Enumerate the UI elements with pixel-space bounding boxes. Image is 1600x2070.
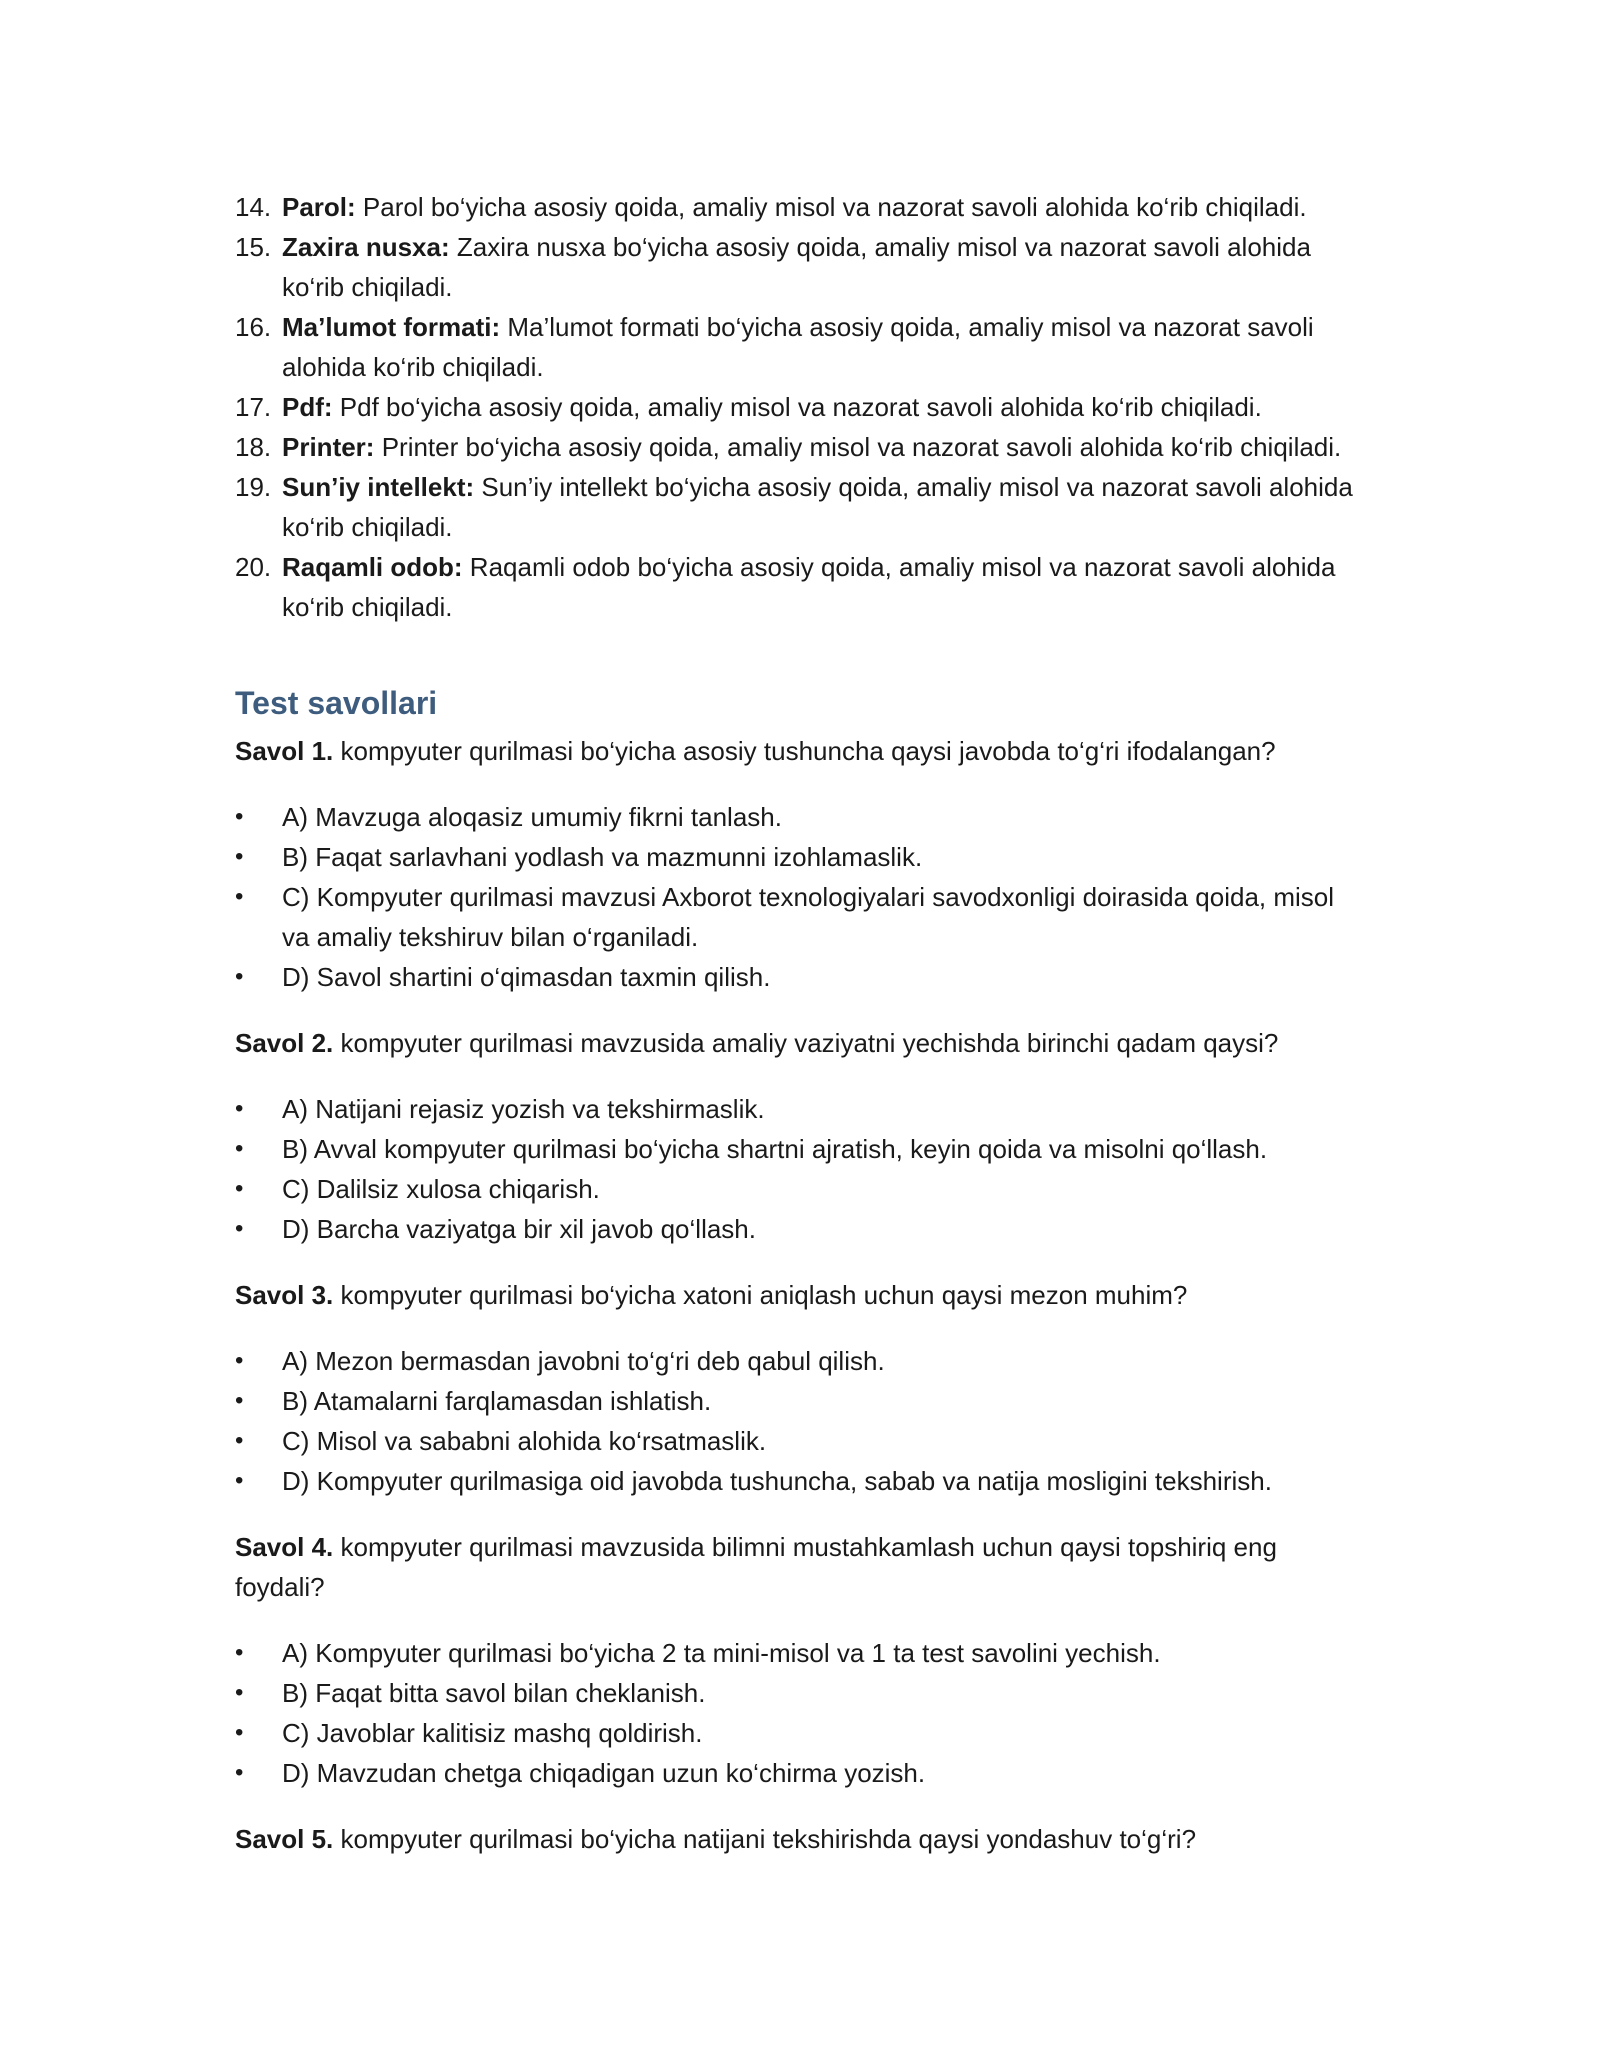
bullet-icon: • [235,883,244,910]
option-text: D) Kompyuter qurilmasiga oid javobda tushuncha, sabab va natija mosligini tekshirish. [282,1466,1272,1496]
question-label: Savol 5. [235,1824,334,1854]
answer-option [235,1381,1365,1421]
section-heading: Test savollari [235,685,438,721]
list-item [235,427,1365,467]
question-label: Savol 2. [235,1028,334,1058]
list-item [235,467,1365,547]
answer-options [235,797,1365,997]
bullet-icon: • [235,1347,244,1374]
item-number: 17. [235,392,272,422]
list-item [235,227,1365,307]
item-term: Ma’lumot formati: [282,312,501,342]
list-item [235,187,1365,227]
answer-option [235,1209,1365,1249]
item-term: Printer: [282,432,375,462]
question-text: kompyuter qurilmasi bo‘yicha xatoni aniqlash uchun qaysi mezon muhim? [333,1280,1188,1310]
page-content [235,187,1365,1859]
item-term: Pdf: [282,392,333,422]
bullet-icon: • [235,1467,244,1494]
option-text: D) Savol shartini o‘qimasdan taxmin qilish. [282,962,771,992]
answer-options [235,1089,1365,1249]
answer-option [235,837,1365,877]
item-description: Printer bo‘yicha asosiy qoida, amaliy misol va nazorat savoli alohida ko‘rib chiqiladi. [374,432,1342,462]
answer-option [235,1129,1365,1169]
question-label: Savol 1. [235,736,334,766]
item-term: Parol: [282,192,356,222]
question [235,1023,1365,1063]
option-text: D) Mavzudan chetga chiqadigan uzun ko‘chirma yozish. [282,1758,926,1788]
question-text: kompyuter qurilmasi bo‘yicha asosiy tushuncha qaysi javobda to‘g‘ri ifodalangan? [333,736,1276,766]
bullet-icon: • [235,1175,244,1202]
bullet-icon: • [235,1135,244,1162]
option-text: C) Dalilsiz xulosa chiqarish. [282,1174,600,1204]
answer-option [235,1089,1365,1129]
option-text: B) Atamalarni farqlamasdan ishlatish. [282,1386,712,1416]
item-number: 14. [235,192,272,222]
item-description: Ma’lumot formati bo‘yicha asosiy qoida, amaliy misol va nazorat savoli alohida ko‘rib chiqiladi. [282,312,1314,382]
bullet-icon: • [235,1759,244,1786]
item-number: 15. [235,232,272,262]
answer-option [235,1673,1365,1713]
answer-options [235,1633,1365,1793]
bullet-icon: • [235,1387,244,1414]
bullet-icon: • [235,1215,244,1242]
bullet-icon: • [235,1679,244,1706]
terms-list [235,187,1365,627]
question-label: Savol 3. [235,1280,334,1310]
question-text: kompyuter qurilmasi mavzusida bilimni mustahkamlash uchun qaysi topshiriq eng foydali? [235,1532,1277,1602]
list-item [235,547,1365,627]
option-text: A) Mavzuga aloqasiz umumiy fikrni tanlash. [282,802,782,832]
item-number: 20. [235,552,272,582]
question [235,1527,1365,1607]
item-description: Raqamli odob bo‘yicha asosiy qoida, amaliy misol va nazorat savoli alohida ko‘rib chiqiladi. [282,552,1336,622]
item-number: 19. [235,472,272,502]
item-description: Sun’iy intellekt bo‘yicha asosiy qoida, amaliy misol va nazorat savoli alohida ko‘rib chiqiladi. [282,472,1353,542]
option-text: C) Javoblar kalitisiz mashq qoldirish. [282,1718,703,1748]
option-text: C) Misol va sababni alohida ko‘rsatmaslik. [282,1426,767,1456]
option-text: B) Avval kompyuter qurilmasi bo‘yicha shartni ajratish, keyin qoida va misolni qo‘llash. [282,1134,1268,1164]
bullet-icon: • [235,1719,244,1746]
answer-option [235,1169,1365,1209]
bullet-icon: • [235,843,244,870]
question [235,1275,1365,1315]
answer-option [235,877,1365,957]
list-item [235,387,1365,427]
answer-option [235,1753,1365,1793]
item-number: 18. [235,432,272,462]
question-text: kompyuter qurilmasi mavzusida amaliy vaziyatni yechishda birinchi qadam qaysi? [333,1028,1279,1058]
item-term: Zaxira nusxa: [282,232,450,262]
bullet-icon: • [235,1639,244,1666]
option-text: C) Kompyuter qurilmasi mavzusi Axborot texnologiyalari savodxonligi doirasida qoida, misol va amaliy tekshiruv bilan o‘rganiladi. [282,882,1335,952]
bullet-icon: • [235,803,244,830]
item-number: 16. [235,312,272,342]
option-text: A) Mezon bermasdan javobni to‘g‘ri deb qabul qilish. [282,1346,885,1376]
item-term: Sun’iy intellekt: [282,472,475,502]
answer-option [235,1713,1365,1753]
item-description: Zaxira nusxa bo‘yicha asosiy qoida, amaliy misol va nazorat savoli alohida ko‘rib chiqiladi. [282,232,1311,302]
option-text: A) Natijani rejasiz yozish va tekshirmaslik. [282,1094,765,1124]
list-item [235,307,1365,387]
option-text: D) Barcha vaziyatga bir xil javob qo‘llash. [282,1214,756,1244]
question [235,1819,1365,1859]
bullet-icon: • [235,1095,244,1122]
option-text: B) Faqat sarlavhani yodlash va mazmunni izohlamaslik. [282,842,923,872]
bullet-icon: • [235,1427,244,1454]
item-description: Parol bo‘yicha asosiy qoida, amaliy misol va nazorat savoli alohida ko‘rib chiqiladi. [355,192,1307,222]
option-text: B) Faqat bitta savol bilan cheklanish. [282,1678,706,1708]
answer-option [235,1461,1365,1501]
answer-option [235,957,1365,997]
answer-option [235,1421,1365,1461]
question-text: kompyuter qurilmasi bo‘yicha natijani tekshirishda qaysi yondashuv to‘g‘ri? [333,1824,1197,1854]
answer-options [235,1341,1365,1501]
answer-option [235,797,1365,837]
item-description: Pdf bo‘yicha asosiy qoida, amaliy misol va nazorat savoli alohida ko‘rib chiqiladi. [332,392,1262,422]
option-text: A) Kompyuter qurilmasi bo‘yicha 2 ta mini-misol va 1 ta test savolini yechish. [282,1638,1161,1668]
answer-option [235,1341,1365,1381]
question [235,731,1365,771]
bullet-icon: • [235,963,244,990]
item-term: Raqamli odob: [282,552,463,582]
answer-option [235,1633,1365,1673]
question-label: Savol 4. [235,1532,334,1562]
